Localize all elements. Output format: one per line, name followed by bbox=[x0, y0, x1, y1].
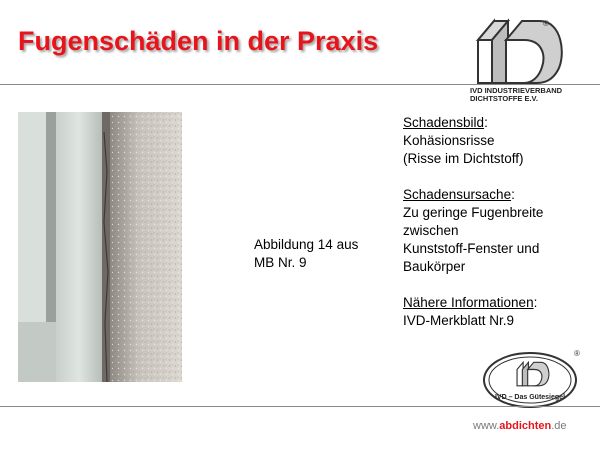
cause-line-1: Zu geringe Fugenbreite bbox=[403, 205, 544, 220]
slide-title: Fugenschäden in der Praxis bbox=[18, 26, 379, 56]
damage-heading: Schadensbild bbox=[403, 115, 485, 130]
logo-caption-line2: DICHTSTOFFE E.V. bbox=[470, 94, 538, 103]
cause-line-3: Kunststoff-Fenster und bbox=[403, 241, 540, 256]
logo-registered-mark: ® bbox=[543, 19, 549, 28]
damage-line-2: (Risse im Dichtstoff) bbox=[403, 151, 524, 166]
ivd-logo-mark bbox=[478, 21, 562, 83]
cause-heading-colon: : bbox=[511, 187, 515, 202]
seal-label: IVD – Das Gütesiegel bbox=[494, 394, 566, 401]
header-divider bbox=[0, 84, 600, 85]
damage-heading-colon: : bbox=[484, 115, 488, 130]
seal-registered-mark: ® bbox=[574, 349, 580, 358]
website-suffix: .de bbox=[551, 420, 567, 432]
more-info-heading-colon: : bbox=[533, 295, 538, 310]
damage-info-panel bbox=[403, 114, 593, 330]
figure-caption-line1: Abbildung 14 aus bbox=[254, 237, 359, 252]
figure-caption bbox=[254, 236, 394, 272]
more-info-line-1: IVD-Merkblatt Nr.9 bbox=[403, 313, 515, 328]
logo-caption bbox=[470, 87, 595, 103]
joint-damage-photo bbox=[18, 112, 182, 382]
damage-heading-row bbox=[403, 114, 593, 132]
logo-caption-line1: IVD INDUSTRIEVERBAND bbox=[470, 86, 563, 95]
seal-logo-mark bbox=[517, 362, 549, 386]
damage-line-1: Kohäsionsrisse bbox=[403, 133, 495, 148]
cause-line-4: Baukörper bbox=[403, 259, 466, 274]
website-prefix: www. bbox=[473, 420, 500, 432]
cause-heading: Schadensursache bbox=[403, 187, 512, 202]
footer-divider bbox=[0, 406, 600, 407]
website-brand: abdichten bbox=[499, 420, 552, 432]
cause-line-2: zwischen bbox=[403, 223, 459, 238]
more-info-heading-row bbox=[403, 294, 593, 312]
more-info-heading: Nähere Informationen bbox=[403, 295, 534, 310]
cause-heading-row bbox=[403, 186, 593, 204]
website-link[interactable] bbox=[473, 420, 567, 432]
figure-caption-line2: MB Nr. 9 bbox=[254, 255, 307, 270]
